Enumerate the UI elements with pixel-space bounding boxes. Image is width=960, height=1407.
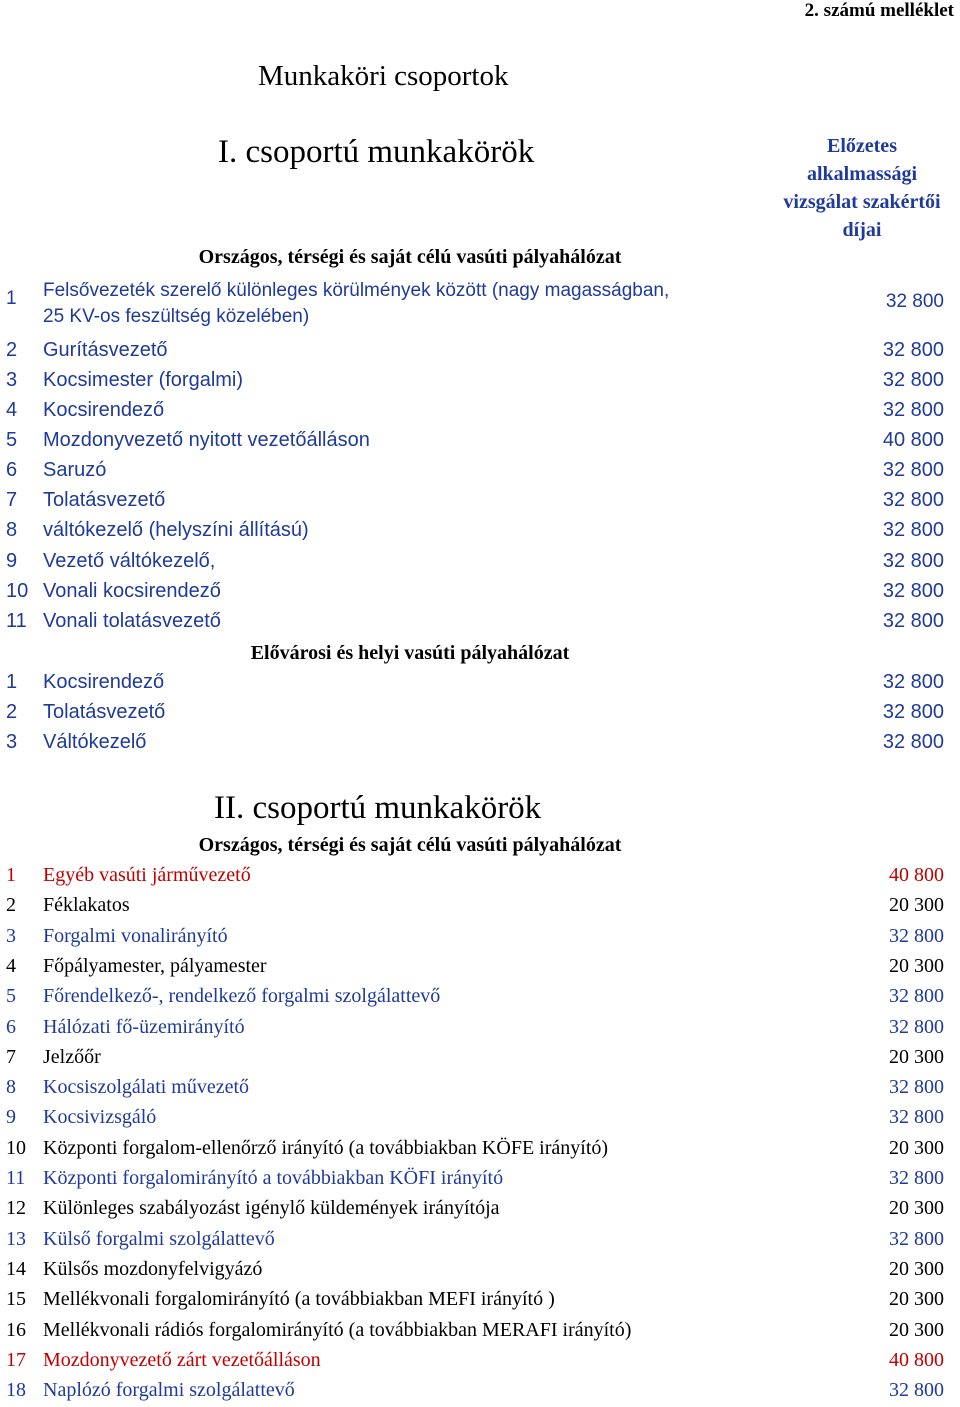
row-fee: 32 800 [889,1015,944,1038]
table-row [0,1012,960,1042]
row-name: Mozdonyvezető zárt vezetőálláson [43,1348,321,1371]
row-name: Tolatásvezető [43,489,166,511]
row-number: 10 [6,580,29,602]
table-row [0,667,960,697]
row-name: Saruzó [43,459,107,481]
group2-section-national: Országos, térségi és saját célú vasúti pályahálózat [198,834,622,856]
row-fee: 32 800 [882,399,944,421]
row-fee: 32 800 [889,1227,944,1250]
table-row [0,1042,960,1072]
row-fee: 20 300 [889,894,944,917]
row-name: Kocsirendező [43,399,165,421]
row-fee: 20 300 [889,954,944,977]
row-fee: 40 800 [882,429,944,451]
row-name: Gurításvezető [43,339,168,361]
row-number: 5 [6,429,18,451]
annex-label: 2. számú melléklet [804,0,954,21]
row-fee: 32 800 [889,1167,944,1189]
row-fee: 32 800 [882,519,944,541]
table-row [0,860,960,890]
row-fee: 32 800 [889,1379,944,1402]
row-fee: 20 300 [889,1257,944,1280]
row-number: 7 [6,489,18,511]
table-row [0,1224,960,1254]
row-number: 9 [6,550,18,572]
table-row [0,455,960,485]
row-name: Vonali tolatásvezető [43,610,221,632]
row-number: 11 [6,1167,26,1189]
table-row [0,1133,960,1163]
row-name: Kocsiszolgálati művezető [43,1076,250,1099]
table-row [0,951,960,981]
table-row [0,1315,960,1345]
row-fee: 32 800 [882,339,944,361]
table-row [0,981,960,1011]
row-number: 7 [6,1045,16,1068]
row-number: 3 [6,369,18,391]
table-row [0,1254,960,1284]
row-fee: 32 800 [889,1076,944,1099]
row-fee: 32 800 [882,701,944,723]
table-row [0,425,960,455]
row-name: Mellékvonali rádiós forgalomirányító (a továbbiakban MERAFI irányító) [43,1318,632,1341]
table-row [0,485,960,515]
row-number: 8 [6,1076,16,1099]
row-fee: 20 300 [889,1197,944,1220]
group1-title: I. csoportú munkakörök [218,134,535,170]
row-fee: 32 800 [882,731,944,753]
row-name: Mellékvonali forgalomirányító (a továbbiakban MEFI irányító ) [43,1288,555,1311]
row-name: Kocsivizsgáló [43,1106,157,1129]
row-fee: 32 800 [882,369,944,391]
row-name: Hálózati fő-üzemirányító [43,1015,245,1038]
row-number: 14 [6,1257,26,1280]
row-number: 13 [6,1227,26,1250]
row-name: Féklakatos [43,894,130,917]
table-row [0,1193,960,1223]
row-number: 3 [6,924,16,947]
row-number: 3 [6,731,18,753]
row-fee: 32 800 [885,291,944,312]
row-fee: 32 800 [882,671,944,693]
table-row [0,1375,960,1405]
table-row [0,395,960,425]
row-fee: 32 800 [889,1106,944,1129]
table-row [0,1345,960,1375]
row-name: Külső forgalmi szolgálattevő [43,1227,275,1250]
row-name: Kocsirendező [43,671,165,693]
row-name: Mozdonyvezető nyitott vezetőálláson [43,429,370,451]
table-row [0,515,960,545]
table-row [0,1284,960,1314]
row-name: Főrendelkező-, rendelkező forgalmi szolgálattevő [43,985,441,1008]
row-fee: 32 800 [882,550,944,572]
row-number: 6 [6,459,18,481]
row-fee: 32 800 [882,580,944,602]
table-row [0,921,960,951]
table-row [0,890,960,920]
row-fee: 32 800 [889,924,944,947]
row-number: 2 [6,894,16,917]
row-fee: 32 800 [882,610,944,632]
row-number: 8 [6,519,18,541]
row-number: 16 [6,1318,26,1341]
row-number: 4 [6,399,18,421]
table-row [0,1072,960,1102]
table-row [0,1102,960,1132]
row-number: 15 [6,1288,26,1311]
row-name: váltókezelő (helyszíni állítású) [43,519,309,541]
row-number: 2 [6,701,18,723]
row-name: Főpályamester, pályamester [43,954,267,977]
fee-column-header: Előzetes alkalmassági vizsgálat szakértői díjai [783,135,941,241]
table-row [0,365,960,395]
row-name-line1: Felsővezeték szerelő különleges körülmények között (nagy magasságban, [43,280,670,301]
row-name: Központi forgalomirányító a továbbiakban KÖFI irányító [43,1167,504,1189]
row-fee: 20 300 [889,1318,944,1341]
row-number: 2 [6,339,18,361]
row-fee: 40 800 [889,1348,944,1371]
row-number: 12 [6,1197,26,1220]
row-number: 6 [6,1015,16,1038]
row-number: 1 [6,864,16,886]
row-number: 1 [6,288,17,309]
row-fee: 32 800 [882,489,944,511]
row-number: 11 [6,610,27,632]
row-name: Kocsimester (forgalmi) [43,369,244,391]
row-fee: 40 800 [889,864,944,886]
table-row [0,727,960,757]
row-name: Forgalmi vonalirányító [43,924,228,947]
row-name: Vezető váltókezelő, [43,550,216,572]
row-name: Vonali kocsirendező [43,580,221,602]
group2-title: II. csoportú munkakörök [214,790,542,826]
page-title: Munkaköri csoportok [258,60,509,92]
table-row [0,576,960,606]
row-fee: 20 300 [889,1288,944,1311]
row-name-line2: 25 KV-os feszültség közelében) [43,306,310,327]
row-name: Központi forgalom-ellenőrző irányító (a továbbiakban KÖFE irányító) [43,1136,609,1159]
table-row [0,697,960,727]
row-number: 4 [6,954,16,977]
row-name: Naplózó forgalmi szolgálattevő [43,1379,295,1402]
table-row [0,606,960,636]
row-number: 17 [6,1348,26,1371]
row-fee: 20 300 [889,1045,944,1068]
group1-section-national: Országos, térségi és saját célú vasúti pályahálózat [198,246,622,268]
row-fee: 32 800 [889,985,944,1008]
row-number: 10 [6,1136,26,1159]
row-fee: 20 300 [889,1136,944,1159]
row-number: 18 [6,1379,26,1402]
table-row [0,546,960,576]
row-number: 1 [6,671,18,693]
group1-row-1 [0,278,960,334]
row-name: Különleges szabályozást igénylő küldemények irányítója [43,1197,500,1220]
row-name: Egyéb vasúti járművezető [43,864,251,886]
table-row [0,335,960,365]
row-fee: 32 800 [882,459,944,481]
row-number: 9 [6,1106,16,1129]
row-number: 5 [6,985,16,1008]
row-name: Külsős mozdonyfelvigyázó [43,1257,263,1280]
group1-section-suburban: Elővárosi és helyi vasúti pályahálózat [250,642,570,664]
table-row [0,1163,960,1193]
row-name: Váltókezelő [43,731,147,753]
row-name: Jelzőőr [43,1045,101,1068]
row-name: Tolatásvezető [43,701,166,723]
